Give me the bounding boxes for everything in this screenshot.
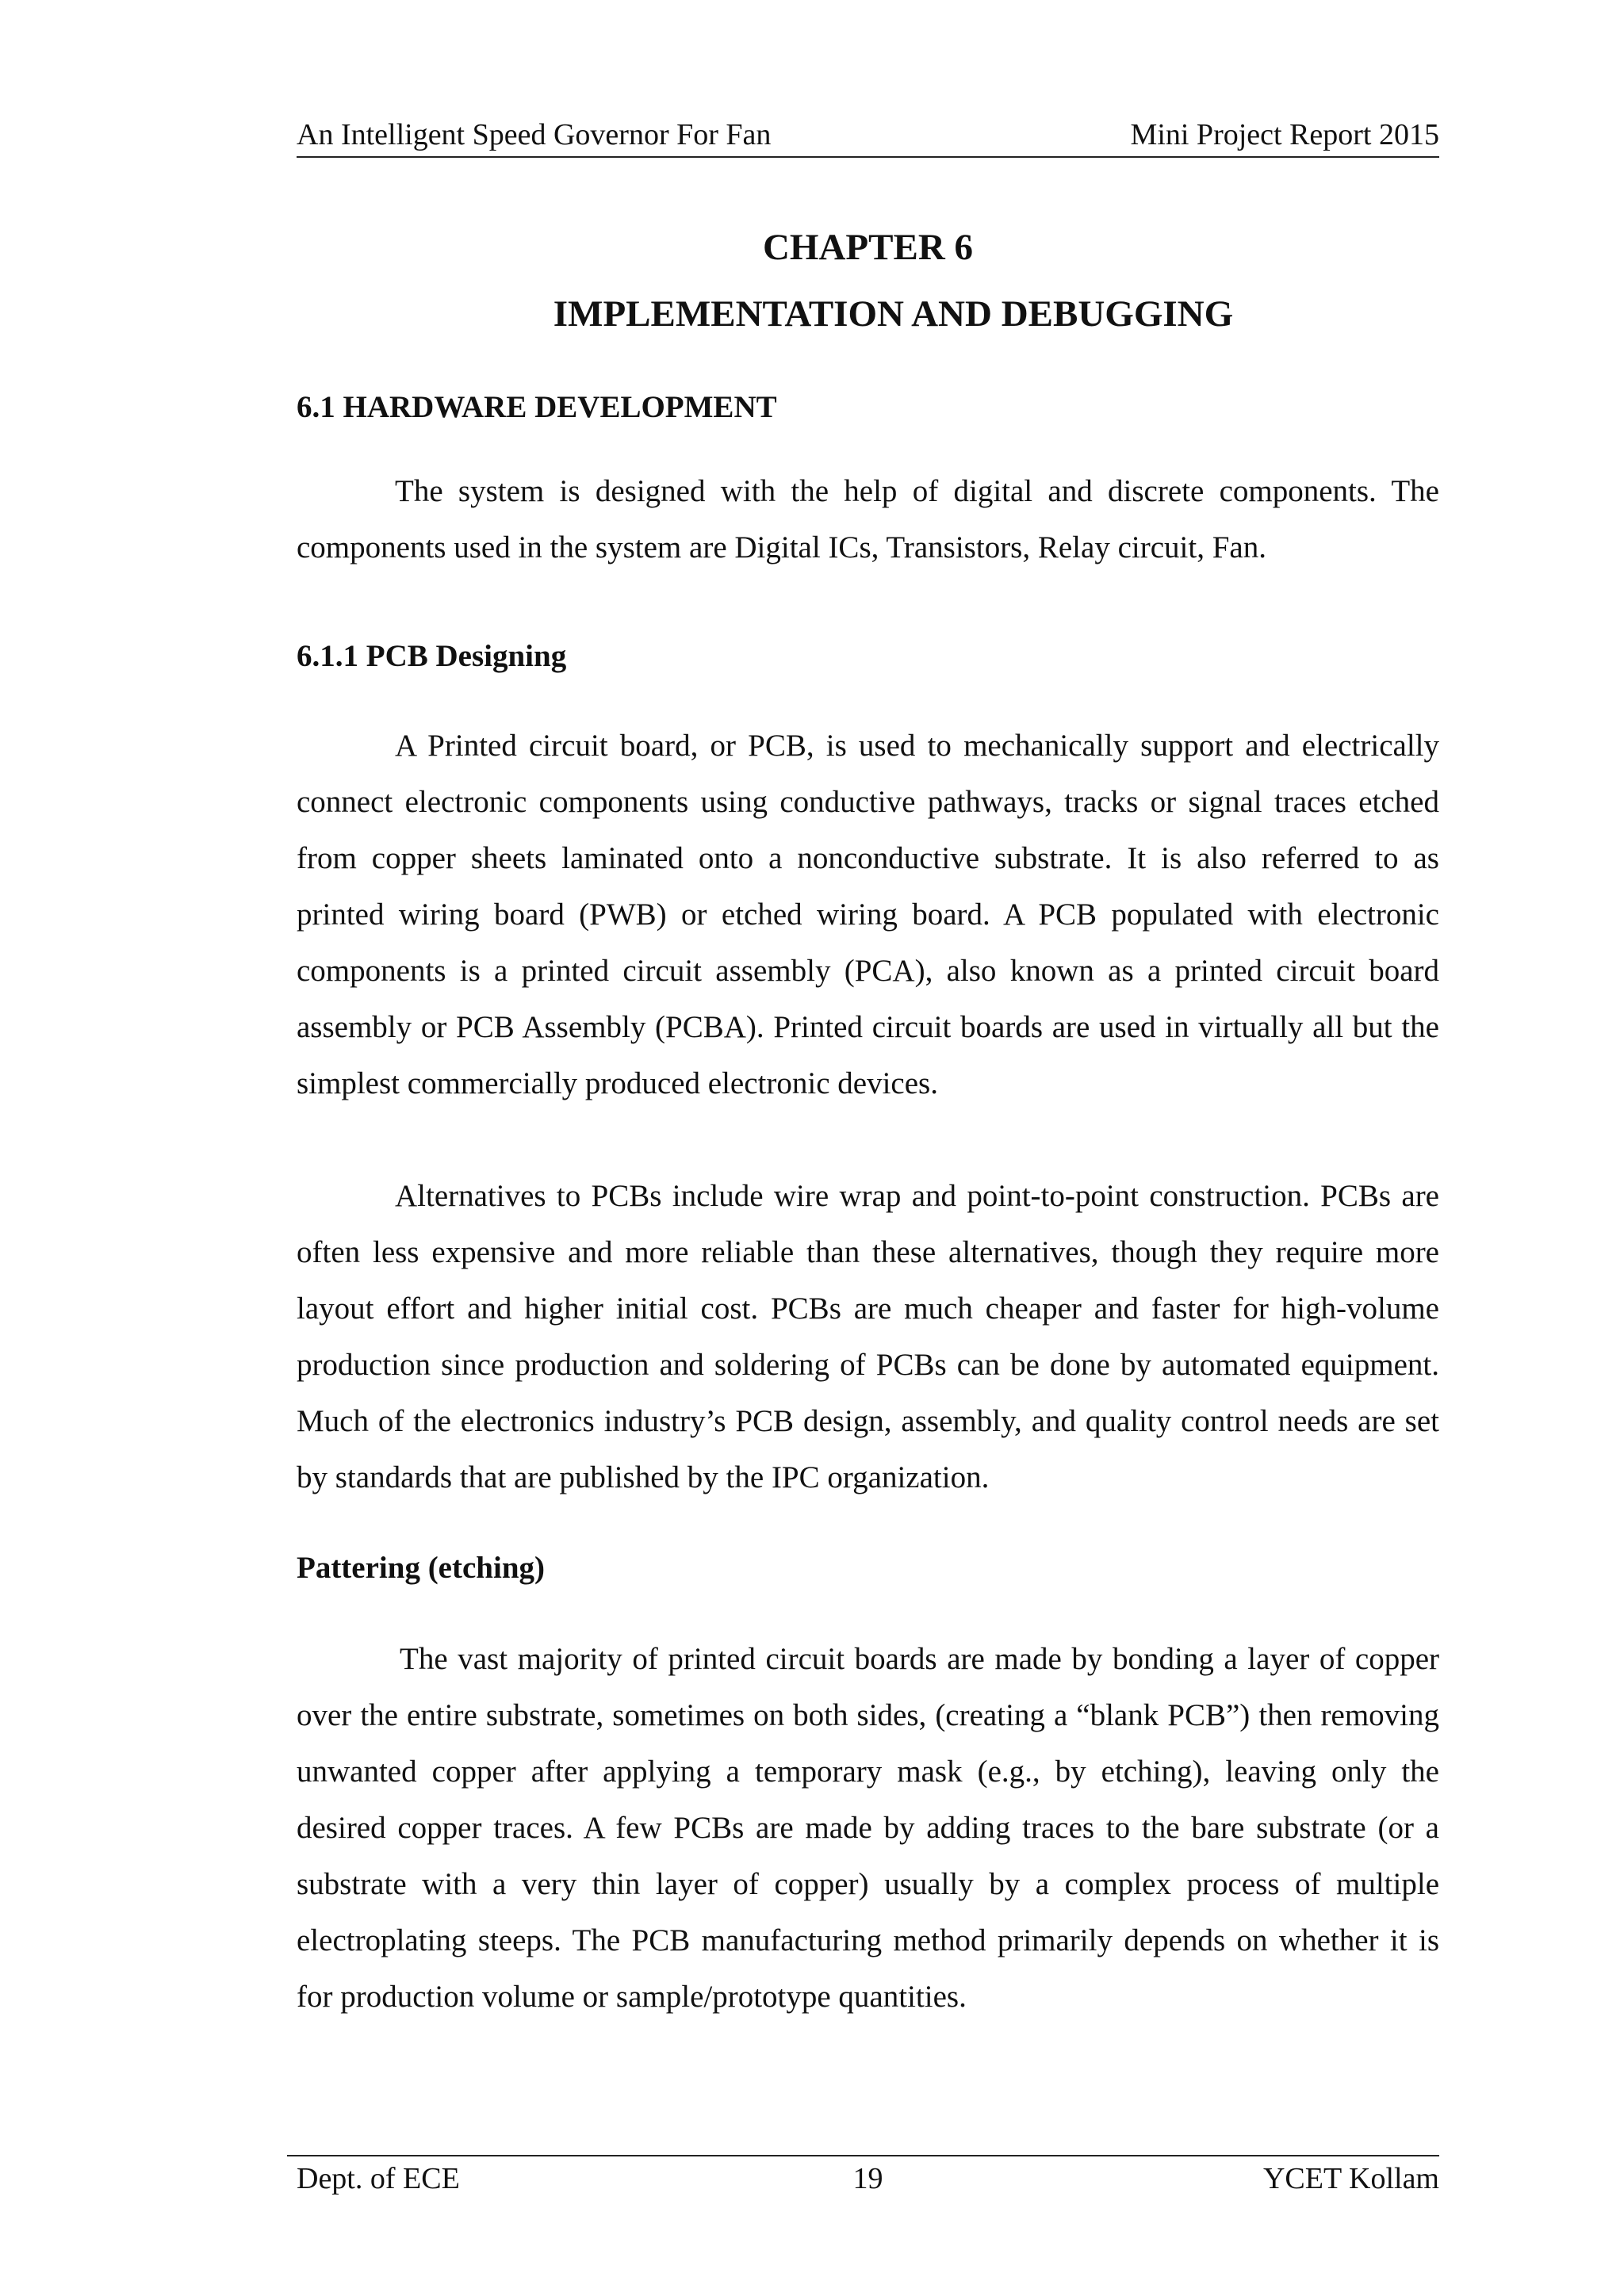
paragraph-pcb-1: A Printed circuit board, or PCB, is used to mechanically support and electrically connect electronic components using conductive pathways, tracks or signal traces etched from copper sheets laminated onto a nonconductive substrate. It is also referred to as printed wiring board (PWB) or etched wiring board. A PCB populated with electronic components is a printed circuit assembly (PCA), also known as a printed circuit board assembly or PCB Assembly (PCBA). Printed circuit boards are used in virtually all but the simplest commercially produced electronic devices. (297, 729, 1439, 1100)
subsection-heading-etching: Pattering (etching) (297, 1551, 545, 1585)
footer-rule (287, 2155, 1439, 2156)
paragraph-hardware: The system is designed with the help of digital and discrete components. The components used in the system are Digital ICs, Transistors, Relay circuit, Fan. (297, 474, 1439, 564)
running-header (297, 117, 1439, 152)
header-rule (297, 156, 1439, 158)
chapter-heading (297, 222, 1439, 339)
chapter-title: IMPLEMENTATION AND DEBUGGING (553, 293, 1234, 335)
paragraph-pcb-2: Alternatives to PCBs include wire wrap and point-to-point construction. PCBs are often less expensive and more reliable than these alternatives, though they require more layout effort and higher initial cost. PCBs are much cheaper and faster for high-volume production since production and soldering of PCBs can be done by automated equipment. Much of the electronics industry’s PCB design, assembly, and quality control needs are set by standards that are published by the IPC organization. (297, 1179, 1439, 1494)
subsection-heading-pcb: 6.1.1 PCB Designing (297, 639, 567, 673)
chapter-number: CHAPTER 6 (762, 227, 974, 268)
header-title: An Intelligent Speed Governor For Fan (297, 118, 772, 151)
footer-department: Dept. of ECE (297, 2162, 460, 2195)
section-heading-hardware: 6.1 HARDWARE DEVELOPMENT (297, 390, 777, 424)
header-report-label: Mini Project Report 2015 (1130, 118, 1439, 151)
footer-institution: YCET Kollam (1262, 2162, 1439, 2195)
page-number: 19 (852, 2162, 883, 2195)
paragraph-etching: The vast majority of printed circuit boards are made by bonding a layer of copper over the entire substrate, sometimes on both sides, (creating a “blank PCB”) then removing unwanted copper after applying a temporary mask (e.g., by etching), leaving only the desired copper traces. A few PCBs are made by adding traces to the bare substrate (or a substrate with a very thin layer of copper) usually by a complex process of multiple electroplating steeps. The PCB manufacturing method primarily depends on whether it is for production volume or sample/prototype quantities. (297, 1642, 1439, 2014)
